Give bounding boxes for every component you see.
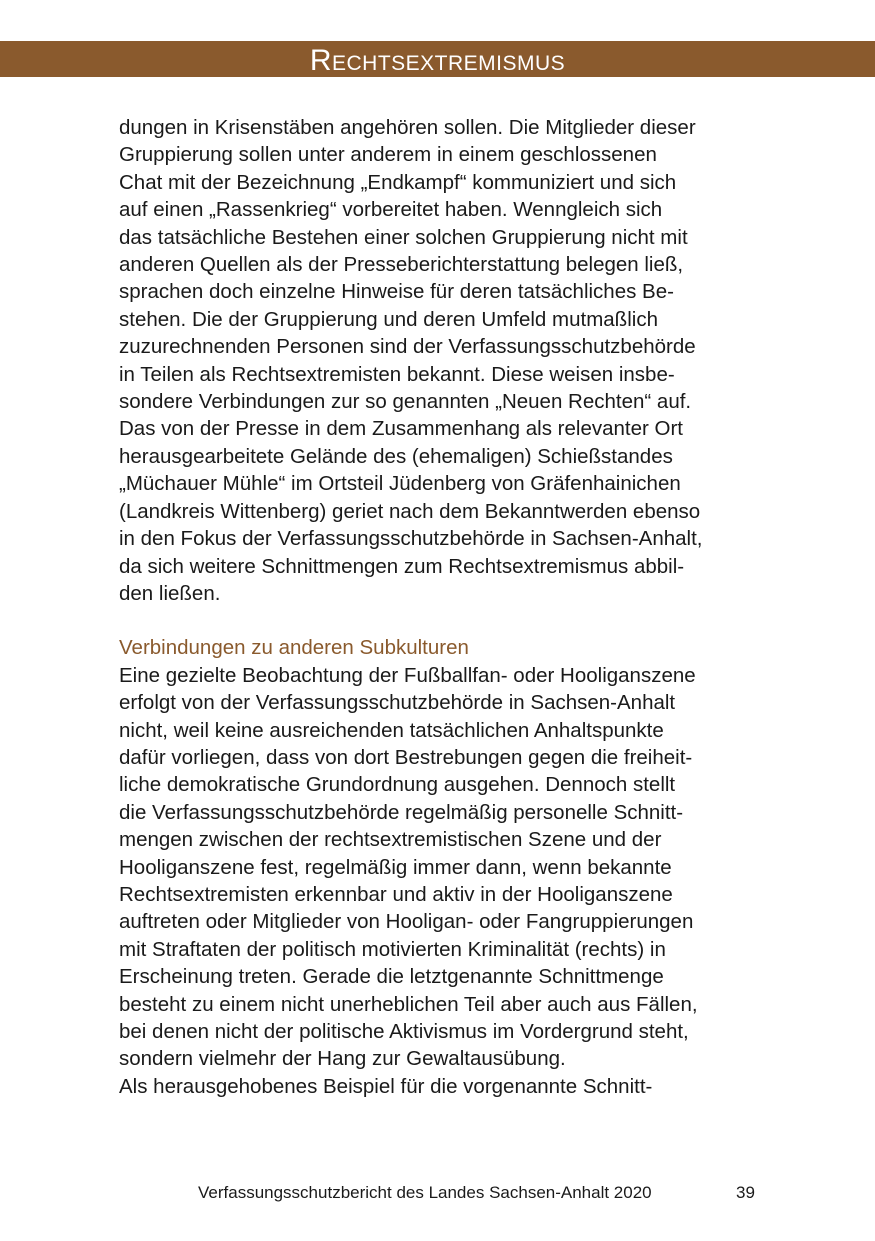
text-line: sprachen doch einzelne Hinweise für deren tatsächliches Be- [119,280,674,304]
text-line: herausgearbeitete Gelände des (ehemaligen) Schießstandes [119,444,673,468]
section-2-paragraph [119,662,759,1101]
text-line: „Müchauer Mühle“ im Ortsteil Jüdenberg von Gräfenhainichen [119,472,681,496]
text-line: in Teilen als Rechtsextremisten bekannt. Diese weisen insbe- [119,362,675,386]
text-line: zuzurechnenden Personen sind der Verfassungsschutzbehörde [119,335,696,359]
text-line: das tatsächliche Bestehen einer solchen Gruppierung nicht mit [119,225,688,249]
text-line: anderen Quellen als der Presseberichterstattung belegen ließ, [119,253,684,277]
text-line: Eine gezielte Beobachtung der Fußballfan- oder Hooliganszene [119,663,696,687]
text-line: Das von der Presse in dem Zusammenhang als relevanter Ort [119,417,684,441]
text-line: Als herausgehobenes Beispiel für die vorgenannte Schnitt- [119,1074,653,1098]
section-heading: Verbindungen zu anderen Subkulturen [119,636,469,660]
section-1-paragraph [119,114,759,607]
text-line: bei denen nicht der politische Aktivismus im Vordergrund steht, [119,1020,689,1043]
text-line: nicht, weil keine ausreichenden tatsächlichen Anhaltspunkte [119,718,664,742]
header-band [0,41,875,77]
text-line: dafür vorliegen, dass von dort Bestrebungen gegen die freiheit- [119,745,693,769]
text-line: liche demokratische Grundordnung ausgehen. Dennoch stellt [119,773,676,797]
text-line: Rechtsextremisten erkennbar und aktiv in der Hooliganszene [119,882,673,906]
text-line: mengen zwischen der rechtsextremistischen Szene und der [119,828,662,852]
text-line: Chat mit der Bezeichnung „Endkampf“ kommuniziert und sich [119,170,677,194]
text-line: sondern vielmehr der Hang zur Gewaltausübung. [119,1047,566,1071]
text-line: die Verfassungsschutzbehörde regelmäßig personelle Schnitt- [119,800,684,824]
text-line: da sich weitere Schnittmengen zum Rechtsextremismus abbil- [119,554,685,578]
text-line: Hooliganszene fest, regelmäßig immer dann, wenn bekannte [119,855,672,879]
text-line: (Landkreis Wittenberg) geriet nach dem Bekanntwerden ebenso [119,499,701,523]
text-line: Erscheinung treten. Gerade die letztgenannte Schnittmenge [119,965,664,989]
text-line: stehen. Die der Gruppierung und deren Umfeld mutmaßlich [119,307,658,331]
page-header-title: Rechtsextremismus [309,44,566,77]
footer-publication-title: Verfassungsschutzbericht des Landes Sachsen-Anhalt 2020 [198,1183,652,1202]
text-line: dungen in Krisenstäben angehören sollen. Die Mitglieder dieser [119,116,696,139]
text-line: erfolgt von der Verfassungsschutzbehörde in Sachsen-Anhalt [119,691,676,715]
text-line: sondere Verbindungen zur so genannten „Neuen Rechten“ auf. [119,390,692,414]
text-line: besteht zu einem nicht unerheblichen Teil aber auch aus Fällen, [119,992,698,1016]
text-line: den ließen. [119,581,221,605]
text-line: mit Straftaten der politisch motivierten Kriminalität (rechts) in [119,937,666,961]
main-content [119,114,759,1100]
page-number: 39 [736,1183,755,1202]
text-line: in den Fokus der Verfassungsschutzbehörde in Sachsen-Anhalt, [119,527,703,551]
text-line: auf einen „Rassenkrieg“ vorbereitet haben. Wenngleich sich [119,198,663,222]
paragraph-gap [119,607,759,634]
text-line: auftreten oder Mitglieder von Hooligan- oder Fangruppierungen [119,910,694,934]
text-line: Gruppierung sollen unter anderem in einem geschlossenen [119,143,657,167]
